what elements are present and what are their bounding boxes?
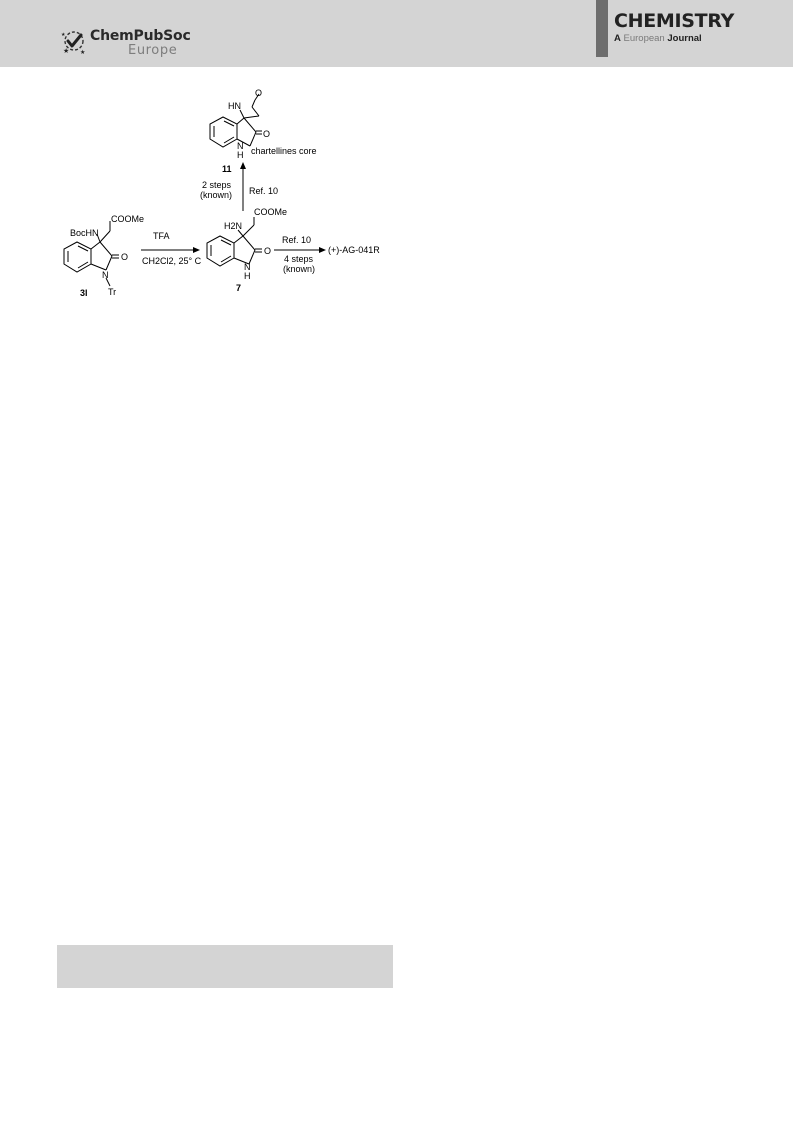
- journal-bar: [596, 0, 608, 57]
- route-up-ref: Ref. 10: [249, 186, 279, 196]
- journal-subtitle-a: A: [614, 33, 621, 44]
- route-right-product: (+)-AG-041R: [328, 245, 380, 255]
- route-right-ref: Ref. 10: [282, 235, 312, 245]
- arrow-head-right: [319, 247, 326, 253]
- c3l-carbonyl: O: [121, 252, 129, 262]
- route-right-known: (known): [283, 264, 316, 274]
- journal-title: CHEMISTRY: [614, 10, 735, 32]
- publisher-region: Europe: [128, 43, 178, 58]
- c3l-ester: COOMe: [111, 214, 145, 224]
- reaction-scheme: [0, 67, 793, 317]
- publisher-logo: [60, 24, 200, 60]
- reaction-conditions: CH2Cl2, 25° C: [142, 256, 202, 266]
- c3l-n: N: [102, 270, 109, 280]
- route-up-known: (known): [200, 190, 233, 200]
- c7-h: H: [244, 271, 251, 281]
- c7-label: 7: [236, 283, 242, 293]
- svg-text:★: ★: [61, 32, 66, 38]
- c3l-label: 3l: [80, 288, 88, 298]
- journal-subtitle-b: European: [623, 33, 665, 44]
- c11-n: N: [237, 141, 244, 151]
- c7-carbonyl: O: [264, 246, 272, 256]
- reaction-reagent: TFA: [153, 231, 170, 241]
- c11-label: 11: [222, 164, 232, 174]
- c7-amine: H2N: [224, 221, 243, 231]
- journal-subtitle-c: Journal: [667, 33, 702, 44]
- c11-caption: chartellines core: [251, 146, 317, 156]
- svg-text:★: ★: [80, 50, 86, 56]
- grey-box: [57, 945, 393, 988]
- route-right-steps: 4 steps: [284, 254, 314, 264]
- arrow-head-tfa: [193, 247, 200, 253]
- chempubsoc-logo-icon: [60, 26, 90, 56]
- c3l-boc: BocHN: [70, 228, 99, 238]
- c11-hn: HN: [228, 101, 241, 111]
- page-header: [0, 0, 793, 67]
- c7-n: N: [244, 262, 251, 272]
- publisher-name: ChemPubSoc: [90, 28, 191, 44]
- arrow-head-up: [240, 162, 246, 169]
- c11-h: H: [237, 150, 244, 160]
- route-up-steps: 2 steps: [202, 180, 232, 190]
- c3l-tr: Tr: [108, 287, 117, 297]
- c11-carbonyl: O: [263, 129, 271, 139]
- c11-lactam-o: O: [255, 88, 263, 98]
- c7-ester: COOMe: [254, 207, 288, 217]
- svg-text:★: ★: [63, 48, 70, 55]
- journal-subtitle: [614, 33, 702, 44]
